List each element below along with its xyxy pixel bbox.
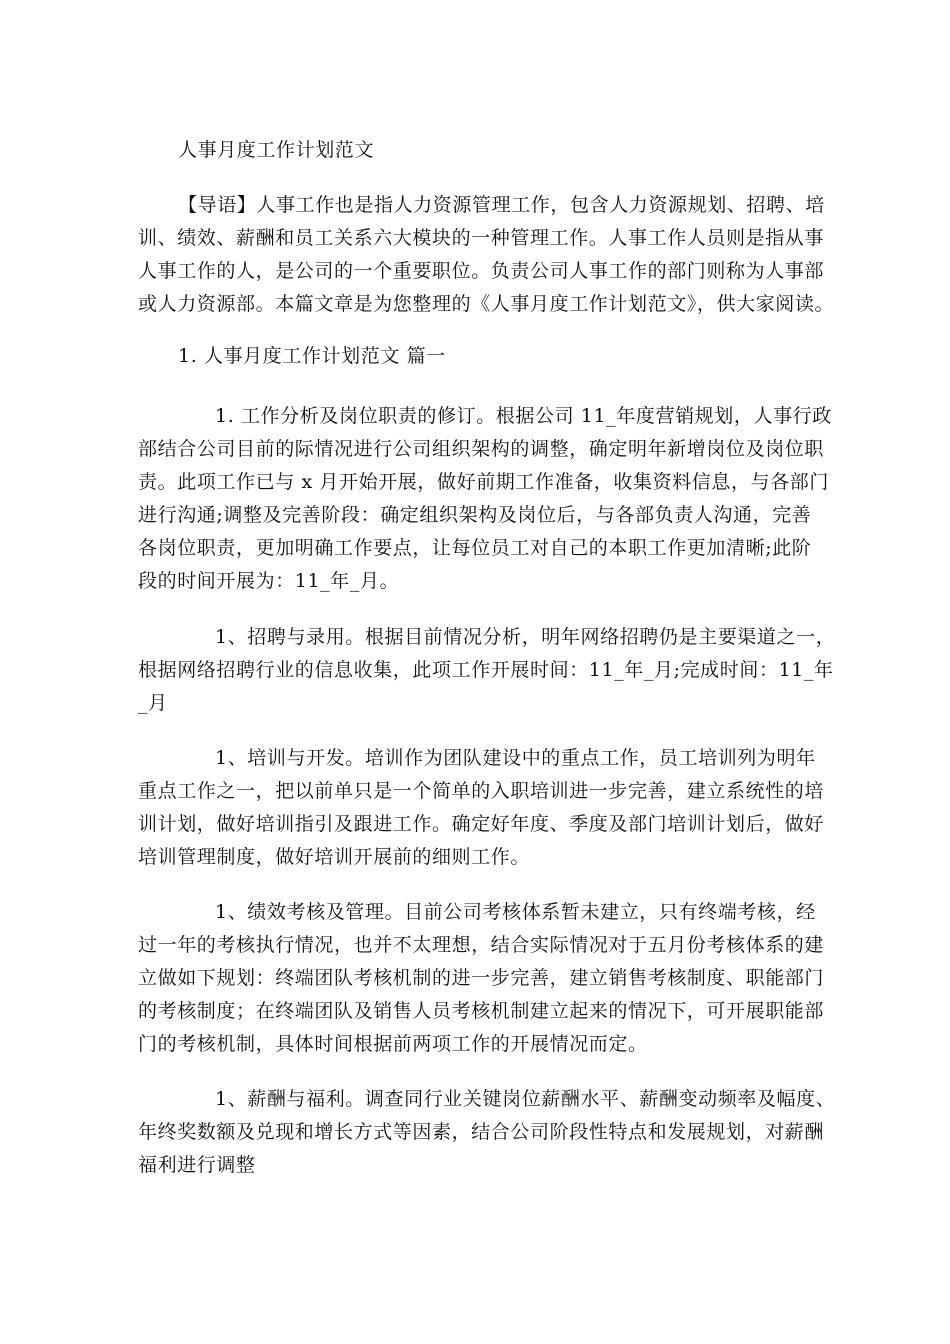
document-title: 人事月度工作计划范文	[178, 139, 375, 161]
paragraph-line: 的考核制度；在终端团队及销售人员考核机制建立起来的情况下，可开展职能部	[138, 1000, 825, 1022]
paragraph-line: 培训管理制度，做好培训开展前的细则工作。	[138, 846, 531, 868]
paragraph-line: 各岗位职责，更加明确工作要点，让每位员工对自己的本职工作更加清晰;此阶	[138, 537, 812, 559]
paragraph-line: 责。此项工作已与 x 月开始开展，做好前期工作准备，收集资料信息，与各部门	[138, 471, 829, 493]
paragraph-line: 段的时间开展为：11_年_月。	[138, 570, 400, 592]
paragraph-line: 立做如下规划：终端团队考核机制的进一步完善，建立销售考核制度、职能部门	[138, 967, 825, 989]
paragraph-line: 过一年的考核执行情况，也并不太理想，结合实际情况对于五月份考核体系的建	[138, 934, 825, 956]
intro-line: 训、绩效、薪酬和员工关系六大模块的一种管理工作。人事工作人员则是指从事	[138, 227, 825, 249]
paragraph-line: 1、薪酬与福利。调查同行业关键岗位薪酬水平、薪酬变动频率及幅度、	[215, 1088, 836, 1110]
section-heading: 1. 人事月度工作计划范文 篇一	[178, 345, 446, 367]
paragraph-line: 1、培训与开发。培训作为团队建设中的重点工作，员工培训列为明年	[215, 747, 816, 769]
paragraph-line: 福利进行调整	[138, 1154, 256, 1176]
paragraph-line: 门的考核机制，具体时间根据前两项工作的开展情况而定。	[138, 1033, 648, 1055]
paragraph-line: 年终奖数额及兑现和增长方式等因素，结合公司阶段性特点和发展规划，对薪酬	[138, 1121, 825, 1143]
intro-line: 人事工作的人，是公司的一个重要职位。负责公司人事工作的部门则称为人事部	[138, 260, 825, 282]
paragraph-line: 进行沟通;调整及完善阶段：确定组织架构及岗位后，与各部负责人沟通，完善	[138, 504, 812, 526]
paragraph-line: 部结合公司目前的际情况进行公司组织架构的调整，确定明年新增岗位及岗位职	[138, 438, 825, 460]
paragraph-line: _月	[138, 692, 168, 714]
paragraph-line: 训计划，做好培训指引及跟进工作。确定好年度、季度及部门培训计划后，做好	[138, 813, 825, 835]
intro-line: 或人力资源部。本篇文章是为您整理的《人事月度工作计划范文》，供大家阅读。	[138, 293, 835, 315]
paragraph-line: 根据网络招聘行业的信息收集，此项工作开展时间：11_年_月;完成时间：11_年	[138, 659, 834, 681]
paragraph-line: 重点工作之一，把以前单只是一个简单的入职培训进一步完善，建立系统性的培	[138, 780, 825, 802]
paragraph-line: 1. 工作分析及岗位职责的修订。根据公司 11_年度营销规划，人事行政	[215, 405, 832, 427]
paragraph-line: 1、招聘与录用。根据目前情况分析，明年网络招聘仍是主要渠道之一，	[215, 626, 836, 648]
paragraph-line: 1、绩效考核及管理。目前公司考核体系暂未建立，只有终端考核，经	[215, 901, 816, 923]
intro-line: 【导语】人事工作也是指人力资源管理工作，包含人力资源规划、招聘、培	[178, 194, 825, 216]
